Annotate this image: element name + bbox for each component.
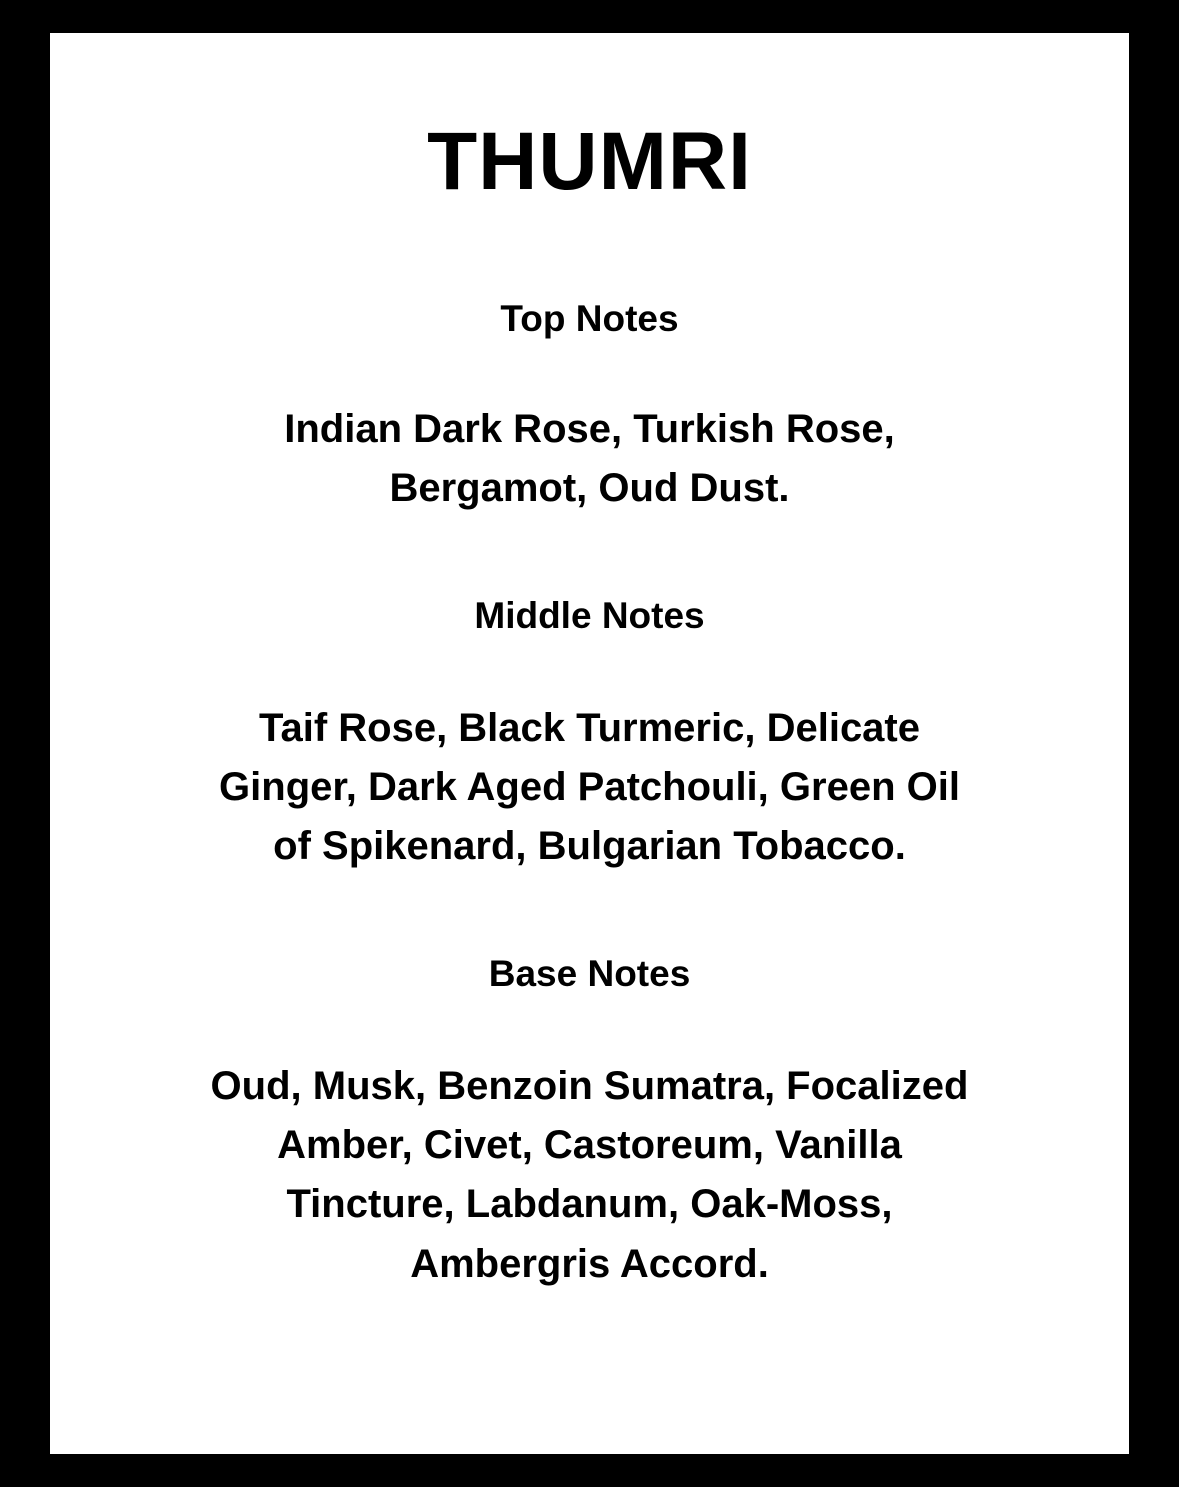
section-top-notes — [50, 203, 1129, 518]
section-base-notes — [50, 876, 1129, 1293]
section-heading-middle-notes: Middle Notes — [474, 595, 705, 637]
section-body-middle-notes: Taif Rose, Black Turmeric, Delicate Ginger, Dark Aged Patchouli, Green Oil of Spikenard, Bulgarian Tobacco. — [219, 705, 960, 869]
section-heading-top-notes: Top Notes — [500, 298, 679, 339]
section-middle-notes — [50, 518, 1129, 876]
section-body-base-notes: Oud, Musk, Benzoin Sumatra, Focalized Amber, Civet, Castoreum, Vanilla Tincture, Labdanum, Oak-Moss, Ambergris Accord. — [210, 1064, 969, 1286]
section-heading-base-notes: Base Notes — [488, 953, 691, 995]
page-title: THUMRI — [427, 116, 752, 207]
section-body-top-notes: Indian Dark Rose, Turkish Rose, Bergamot, Oud Dust. — [284, 406, 895, 510]
fragrance-notes-card — [50, 33, 1129, 1454]
